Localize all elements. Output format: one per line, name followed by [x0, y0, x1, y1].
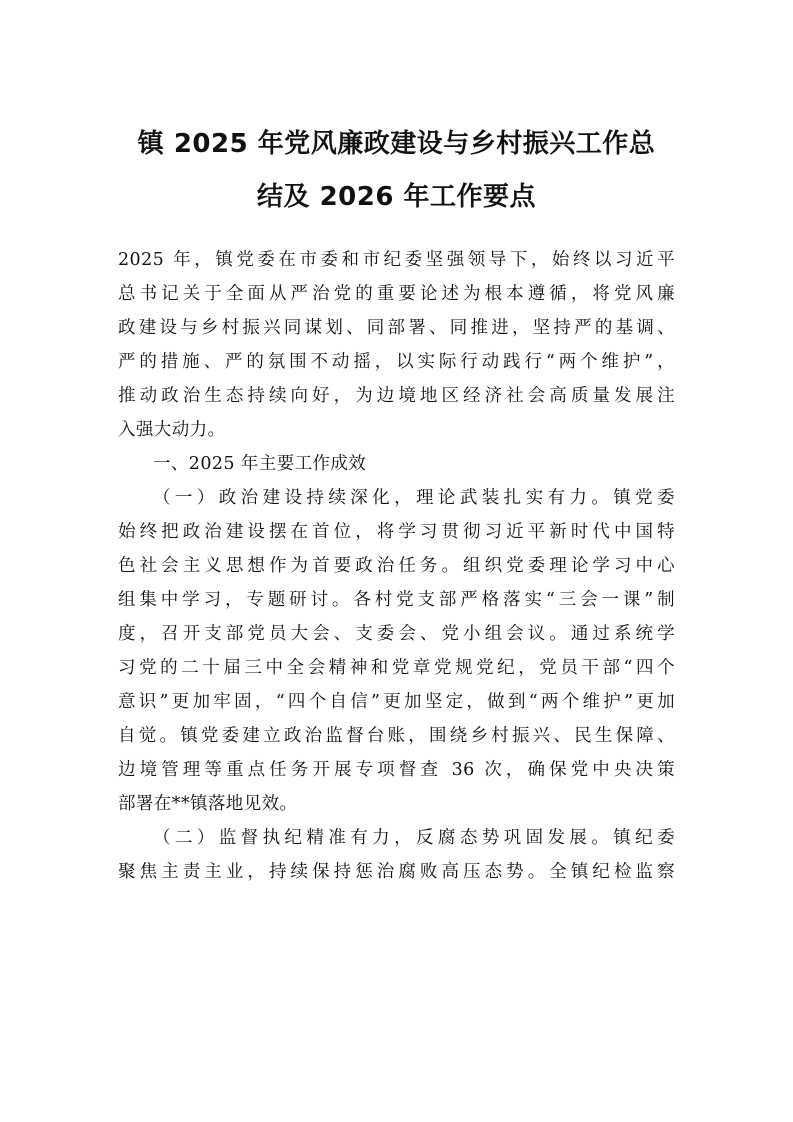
text-line: 总书记关于全面从严治党的重要论述为根本遵循，将党风廉 — [118, 284, 675, 304]
text-line: 组集中学习，专题研讨。各村党支部严格落实“三会一课”制 — [118, 590, 675, 610]
text-line: 习党的二十届三中全会精神和党章党规党纪，党员干部“四个 — [118, 658, 675, 678]
paragraph-intro — [118, 243, 675, 447]
text-line: 自觉。镇党委建立政治监督台账，围绕乡村振兴、民生保障、 — [118, 726, 675, 746]
text-line: 聚焦主责主业，持续保持惩治腐败高压态势。全镇纪检监察 — [118, 862, 675, 882]
document-body — [118, 243, 675, 889]
text-line: 始终把政治建设摆在首位，将学习贯彻习近平新时代中国特 — [118, 522, 675, 542]
title-line: 镇 2025 年党风廉政建设与乡村振兴工作总 — [137, 129, 656, 159]
paragraph-political-building — [118, 481, 675, 821]
text-line: 政建设与乡村振兴同谋划、同部署、同推进，坚持严的基调、 — [118, 318, 675, 338]
title-line: 结及 2026 年工作要点 — [257, 182, 536, 212]
text-line: 入强大动力。 — [118, 420, 226, 440]
document-title — [100, 118, 693, 224]
section-heading — [118, 447, 675, 481]
text-line: 度，召开支部党员大会、支委会、党小组会议。通过系统学 — [118, 624, 675, 644]
paragraph-supervision — [118, 821, 675, 889]
text-line: 色社会主义思想作为首要政治任务。组织党委理论学习中心 — [118, 556, 675, 576]
text-line: （一）政治建设持续深化，理论武装扎实有力。镇党委 — [153, 488, 675, 508]
text-line: 2025 年，镇党委在市委和市纪委坚强领导下，始终以习近平 — [118, 250, 675, 270]
text-line: 严的措施、严的氛围不动摇，以实际行动践行“两个维护”， — [118, 352, 675, 372]
text-line: 边境管理等重点任务开展专项督查 36 次，确保党中央决策 — [118, 760, 675, 780]
heading-text: 一、2025 年主要工作成效 — [153, 454, 367, 474]
text-line: （二）监督执纪精准有力，反腐态势巩固发展。镇纪委 — [153, 828, 675, 848]
text-line: 意识”更加牢固，“四个自信”更加坚定，做到“两个维护”更加 — [118, 692, 675, 712]
text-line: 部署在**镇落地见效。 — [118, 794, 298, 814]
text-line: 推动政治生态持续向好，为边境地区经济社会高质量发展注 — [118, 386, 675, 406]
